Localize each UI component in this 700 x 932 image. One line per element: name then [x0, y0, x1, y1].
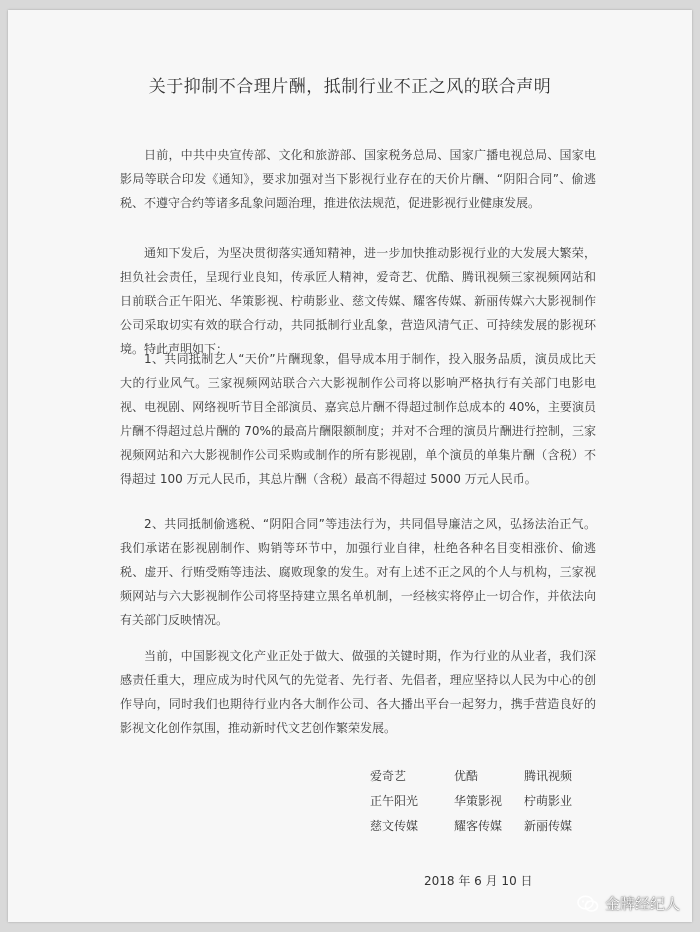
document-title: 关于抑制不合理片酬，抵制行业不正之风的联合声明 [148, 77, 552, 97]
watermark [577, 893, 680, 914]
signer: 华策影视 [454, 794, 503, 808]
paragraph-context: 通知下发后，为坚决贯彻落实通知精神，进一步加快推动影视行业的大发展大繁荣，担负社会责任，呈现行业良知，传承匠人精神，爱奇艺、优酷、腾讯视频三家视频网站和日前联合正午阳光、华策影视、柠萌影业、慈文传媒、耀客传媒、新丽传媒六大影视制作公司采取切实有效的联合行动，共同抵制行业乱象，营造风清气正、可持续发展的影视环境。特此声明如下： [120, 246, 596, 356]
signer: 正午阳光 [370, 794, 419, 808]
signer: 腾讯视频 [524, 769, 573, 783]
signer: 耀客传媒 [454, 819, 503, 833]
paragraph-closing: 当前，中国影视文化产业正处于做大、做强的关键时期，作为行业的从业者，我们深感责任重大，理应成为时代风气的先觉者、先行者、先倡者，理应坚持以人民为中心的创作导向，同时我们也期待行业内各大制作公司、各大播出平台一起努力，携手营造良好的影视文化创作氛围，推动新时代文艺创作繁荣发展。 [120, 649, 596, 735]
signer: 爱奇艺 [370, 769, 407, 783]
paragraph-point-2: 2、共同抵制偷逃税、“阴阳合同”等违法行为，共同倡导廉洁之风，弘扬法治正气。我们承诺在影视剧制作、购销等环节中，加强行业自律，杜绝各种名目变相涨价、偷逃税、虚开、行贿受贿等违法、腐败现象的发生。对有上述不正之风的个人与机构，三家视频网站与六大影视制作公司将坚持建立黑名单机制，一经核实将停止一切合作，并依法向有关部门反映情况。 [120, 517, 596, 627]
watermark-text: 金牌经纪人 [604, 895, 680, 913]
paragraph-intro: 日前，中共中央宣传部、文化和旅游部、国家税务总局、国家广播电视总局、国家电影局等联合印发《通知》，要求加强对当下影视行业存在的天价片酬、“阴阳合同”、偷逃税、不遵守合约等诸多乱象问题治理，推进依法规范，促进影视行业健康发展。 [120, 148, 596, 210]
document-page [8, 10, 692, 922]
wechat-icon [577, 895, 599, 913]
signer: 新丽传媒 [524, 819, 573, 833]
paragraph-point-1: 1、共同抵制艺人“天价”片酬现象，倡导成本用于制作，投入服务品质，演员成比天大的行业风气。三家视频网站联合六大影视制作公司将以影响严格执行有关部门电影电视、电视剧、网络视听节目全部演员、嘉宾总片酬不得超过制作总成本的 40%，主要演员片酬不得超过总片酬的 70%的最高片酬限额制度；并对不合理的演员片酬进行控制，三家视频网站和六大影视制作公司采购或制作的所有影视剧，单个演员的单集片酬（含税）不得超过 100 万元人民币，其总片酬（含税）最高不得超过 5000 万元人民币。 [120, 352, 596, 486]
signer: 优酷 [454, 769, 479, 783]
document-date: 2018 年 6 月 10 日 [424, 874, 533, 888]
signer: 慈文传媒 [370, 819, 419, 833]
signatories [370, 767, 604, 834]
signer: 柠萌影业 [524, 794, 573, 808]
